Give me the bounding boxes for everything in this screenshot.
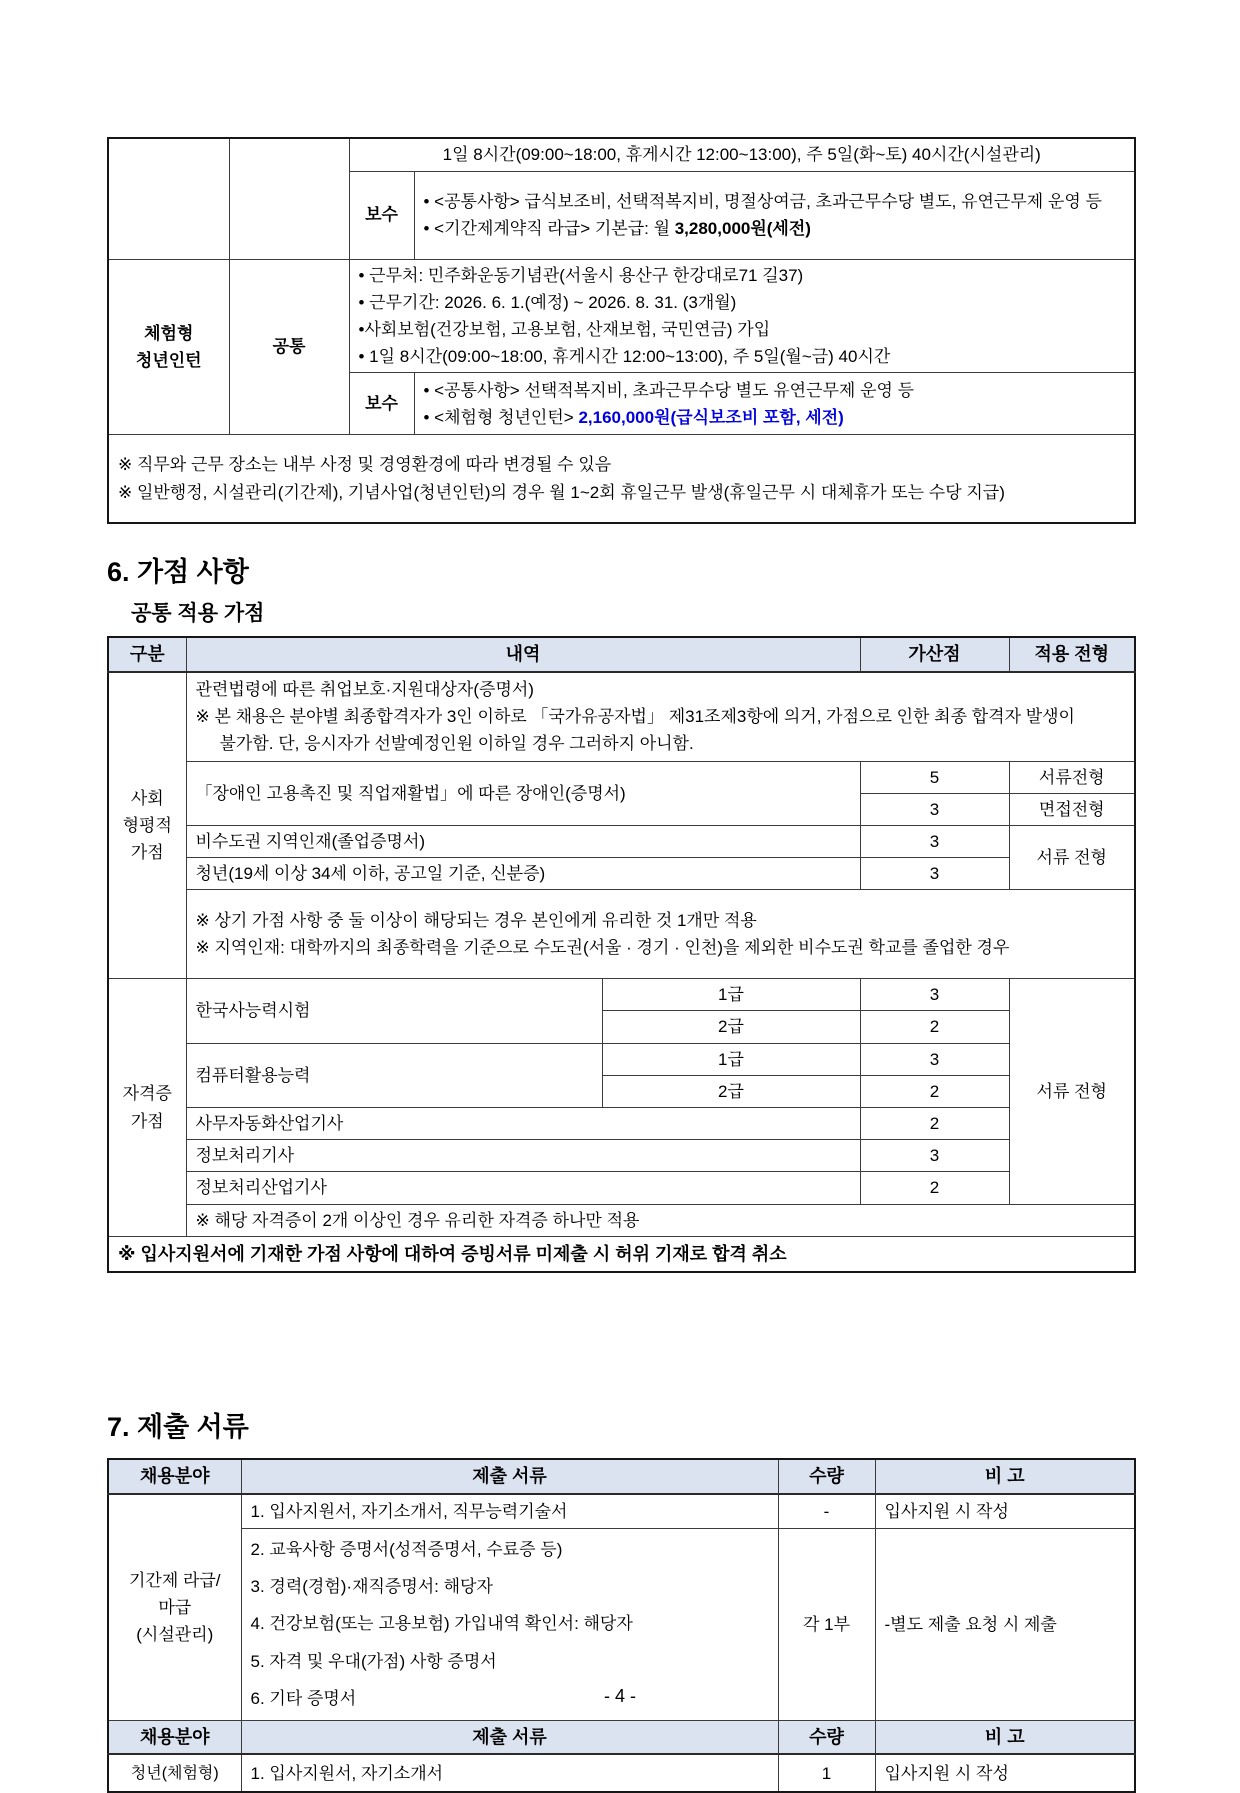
col-header-category: 구분: [108, 637, 186, 672]
fixed-doc-6: 6. 기타 증명서: [250, 1689, 357, 1709]
youth-category: 청년(체험형): [108, 1754, 241, 1792]
conditions-footnotes: [108, 435, 1135, 523]
intern-pay-amount-line: [424, 404, 1126, 431]
youth-label: 청년(19세 이상 34세 이하, 공고일 기준, 신분증): [186, 858, 860, 890]
regional-points: 3: [860, 825, 1009, 857]
empty-category-cell: [108, 138, 229, 259]
info-processing-engineer-points: 3: [860, 1140, 1009, 1172]
computer-skill-label: 컴퓨터활용능력: [186, 1043, 602, 1107]
docs-header-documents: 제출 서류: [241, 1459, 778, 1494]
col-header-track: 적용 전형: [1009, 637, 1135, 672]
work-conditions-table: [107, 137, 1136, 524]
disabled-points-1: 5: [860, 761, 1009, 793]
intern-pay-cell: [414, 373, 1135, 435]
history-points-1: 3: [860, 979, 1009, 1011]
pay-label: 보수: [349, 171, 414, 259]
computer-grade-1: 1급: [602, 1043, 860, 1075]
fixed-doc-5: 5. 자격 및 우대(가점) 사항 증명서: [250, 1651, 497, 1671]
pay-base-amount: 3,280,000원(세전): [674, 219, 811, 238]
employment-protection-cell: [186, 672, 1135, 762]
docs-header-remarks: 비 고: [875, 1459, 1135, 1494]
history-grade-1: 1급: [602, 979, 860, 1011]
pay-base-salary: [424, 215, 1126, 242]
empty-subcategory-cell: [229, 138, 349, 259]
fixed-doc-4: 4. 건강보험(또는 고용보험) 가입내역 확인서: 해당자: [250, 1614, 633, 1634]
disabled-person-label: 「장애인 고용촉진 및 직업재활법」에 따른 장애인(증명서): [186, 761, 860, 825]
col-header-detail: 내역: [186, 637, 860, 672]
youth-doc: 1. 입사지원서, 자기소개서: [241, 1754, 778, 1792]
certificate-track: 서류 전형: [1009, 979, 1135, 1204]
pay-base-label: • <기간제계약직 라급> 기본급: 월: [423, 219, 675, 238]
intern-insurance: •사회보험(건강보험, 고용보험, 산재보험, 국민연금) 가입: [358, 319, 771, 339]
fixed-note-2: -별도 제출 요청 시 제출: [875, 1528, 1135, 1720]
history-grade-2: 2급: [602, 1011, 860, 1043]
info-processing-industrial-label: 정보처리산업기사: [186, 1172, 860, 1204]
section-7-title: 7. 제출 서류: [107, 1412, 249, 1443]
pay-label-2: 보수: [349, 373, 414, 435]
office-automation-label: 사무자동화산업기사: [186, 1108, 860, 1140]
col-header-points: 가산점: [860, 637, 1009, 672]
pay-common-items: • <공통사항> 급식보조비, 선택적복지비, 명절상여금, 초과근무수당 별도, 유연근무제 운영 등: [423, 191, 1102, 211]
footnote-2: ※ 일반행정, 시설관리(기간제), 기념사업(청년인턴)의 경우 월 1~2회 휴일근무 발생(휴일근무 시 대체휴가 또는 수당 지급): [118, 482, 1005, 502]
document-page: [107, 0, 1134, 1793]
disabled-points-2: 3: [860, 793, 1009, 825]
office-automation-points: 2: [860, 1108, 1009, 1140]
fixed-term-pay-cell: [414, 171, 1135, 259]
social-notes-cell: [186, 890, 1135, 979]
certificate-note: ※ 해당 자격증이 2개 이상인 경우 유리한 자격증 하나만 적용: [186, 1204, 1135, 1236]
fixed-doc-3: 3. 경력(경험)·재직증명서: 해당자: [250, 1577, 493, 1596]
youth-qty: 1: [778, 1754, 875, 1792]
social-equity-group: 사회 형평적 가점: [108, 672, 186, 979]
info-processing-industrial-points: 2: [860, 1172, 1009, 1204]
footnote-1: ※ 직무와 근무 장소는 내부 사정 및 경영환경에 따라 변경될 수 있음: [118, 455, 612, 475]
intern-category: 체험형 청년인턴: [108, 259, 229, 435]
info-processing-engineer-label: 정보처리기사: [186, 1140, 860, 1172]
fixed-qty-1: -: [778, 1494, 875, 1528]
fixed-term-category: 기간제 라급/마급 (시설관리): [108, 1494, 241, 1720]
intern-hours: • 1일 8시간(09:00~18:00, 휴게시간 12:00~13:00), 주 5일(월~금) 40시간: [358, 347, 891, 367]
regional-youth-track: 서류 전형: [1009, 825, 1135, 889]
section-6-subtitle: 공통 적용 가점: [131, 601, 265, 625]
bonus-points-table: [107, 636, 1136, 1274]
social-note-1: ※ 상기 가점 사항 중 둘 이상이 해당되는 경우 본인에게 유리한 것 1개만 적용: [195, 911, 757, 931]
computer-points-2: 2: [860, 1075, 1009, 1107]
computer-points-1: 3: [860, 1043, 1009, 1075]
docs-header-category-2: 채용분야: [108, 1720, 241, 1754]
disabled-track-2: 면접전형: [1009, 793, 1135, 825]
regional-talent-label: 비수도권 지역인재(졸업증명서): [186, 825, 860, 857]
computer-grade-2: 2급: [602, 1075, 860, 1107]
intern-workplace: • 근무처: 민주화운동기념관(서울시 용산구 한강대로71 길37): [358, 265, 804, 285]
employment-protection-note: ※ 본 채용은 분야별 최종합격자가 3인 이하로 「국가유공자법」 제31조제3항에 의거, 가점으로 인한 최종 합격자 발생이 불가함. 단, 응시자가 선발예정인원 이하일 경우 그러하지 아니함.: [195, 706, 1075, 754]
docs-header-quantity: 수량: [778, 1459, 875, 1494]
youth-points: 3: [860, 858, 1009, 890]
history-points-2: 2: [860, 1011, 1009, 1043]
certificate-group: 자격증 가점: [108, 979, 186, 1237]
intern-common-label: 공통: [229, 259, 349, 435]
intern-conditions-cell: [349, 259, 1135, 373]
social-note-2: ※ 지역인재: 대학까지의 최종학력을 기준으로 수도권(서울 · 경기 · 인천)을 제외한 비수도권 학교를 졸업한 경우: [195, 938, 1010, 958]
section-6-title: 6. 가점 사항: [107, 556, 249, 587]
docs-header-category: 채용분야: [108, 1459, 241, 1494]
fixed-qty-2: 각 1부: [778, 1528, 875, 1720]
history-exam-label: 한국사능력시험: [186, 979, 602, 1043]
docs-header-documents-2: 제출 서류: [241, 1720, 778, 1754]
intern-period: • 근무기간: 2026. 6. 1.(예정) ~ 2026. 8. 31. (3개월): [358, 292, 737, 312]
disabled-track-1: 서류전형: [1009, 761, 1135, 793]
youth-note: 입사지원 시 작성: [875, 1754, 1135, 1792]
fixed-doc-2: 2. 교육사항 증명서(성적증명서, 수료증 등): [250, 1539, 563, 1559]
employment-protection-line: 관련법령에 따른 취업보호·지원대상자(증명서): [195, 679, 534, 699]
submission-documents-table: [107, 1458, 1136, 1793]
docs-header-remarks-2: 비 고: [875, 1720, 1135, 1754]
page-number: - 4 -: [603, 1686, 636, 1706]
intern-pay-common: • <공통사항> 선택적복지비, 초과근무수당 별도 유연근무제 운영 등: [423, 380, 915, 400]
docs-header-quantity-2: 수량: [778, 1720, 875, 1754]
intern-pay-label: • <체험형 청년인턴>: [423, 407, 579, 427]
intern-pay-amount: 2,160,000원(급식보조비 포함, 세전): [578, 407, 844, 427]
bonus-warning: ※ 입사지원서에 기재한 가점 사항에 대하여 증빙서류 미제출 시 허위 기재로 합격 취소: [108, 1236, 1135, 1272]
fixed-note-1: 입사지원 시 작성: [875, 1494, 1135, 1528]
fixed-term-hours: 1일 8시간(09:00~18:00, 휴게시간 12:00~13:00), 주 5일(화~토) 40시간(시설관리): [349, 138, 1135, 171]
fixed-doc-1: 1. 입사지원서, 자기소개서, 직무능력기술서: [241, 1494, 778, 1528]
